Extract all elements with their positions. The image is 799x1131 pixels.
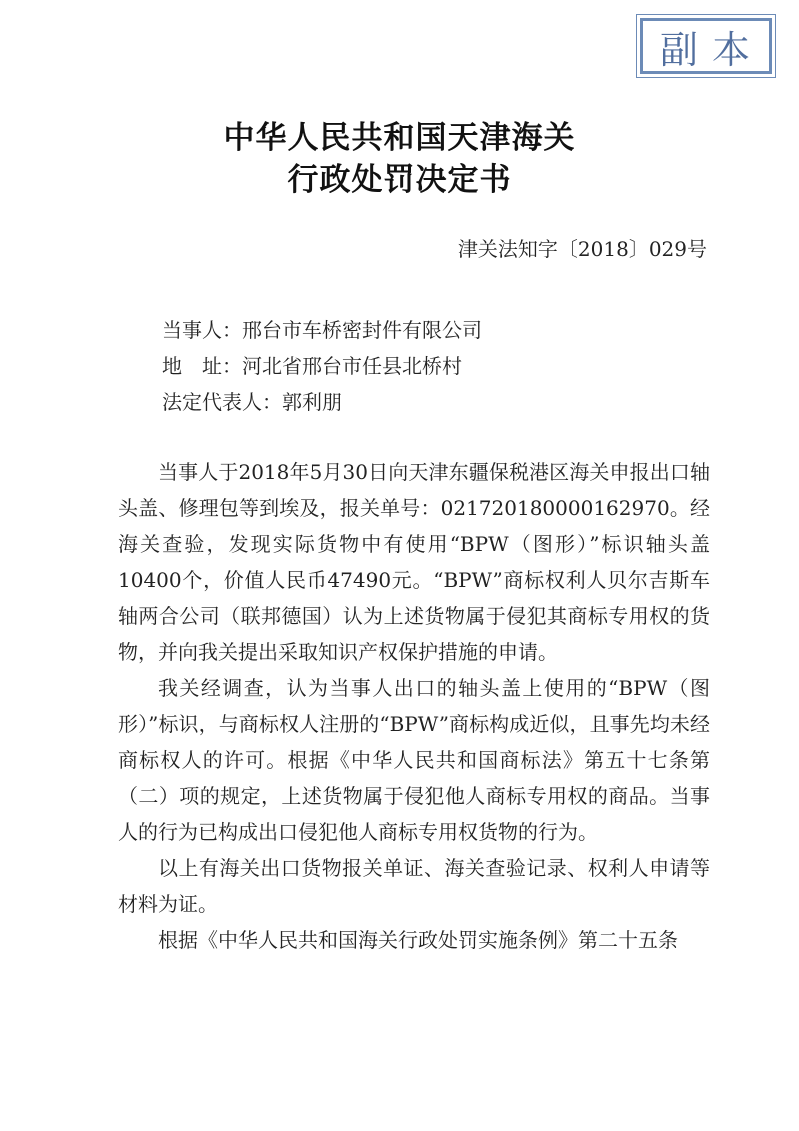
document-title-line1: 中华人民共和国天津海关 (223, 120, 576, 156)
document-number: 津关法知字〔2018〕029号 (457, 237, 707, 261)
document-body (118, 454, 710, 958)
copy-stamp: 副本 (640, 18, 772, 74)
party-row (162, 314, 482, 343)
address-label: 地 址： (162, 354, 242, 378)
address-value: 河北省邢台市任县北桥村 (242, 354, 462, 378)
representative-label: 法定代表人： (162, 390, 282, 414)
party-label: 当事人： (162, 318, 242, 342)
paragraph-investigation: 我关经调查，认为当事人出口的轴头盖上使用的“BPW（图形）”标识，与商标权人注册的“BPW”商标构成近似，且事先均未经商标权人的许可。根据《中华人民共和国商标法》第五十七条第（二）项的规定，上述货物属于侵犯他人商标专用权的商品。当事人的行为已构成出口侵犯他人商标专用权货物的行为。 (118, 676, 710, 844)
paragraph-evidence: 以上有海关出口货物报关单证、海关查验记录、权利人申请等材料为证。 (118, 856, 710, 916)
party-value: 邢台市车桥密封件有限公司 (242, 318, 482, 342)
representative-row (162, 386, 342, 415)
document-title-line2: 行政处罚决定书 (287, 162, 512, 198)
paragraph-facts: 当事人于2018年5月30日向天津东疆保税港区海关申报出口轴头盖、修理包等到埃及，报关单号：021720180000162970。经海关查验，发现实际货物中有使用“BPW（图形）”标识轴头盖10400个，价值人民币47490元。“BPW”商标权利人贝尔吉斯车轴两合公司（联邦德国）认为上述货物属于侵犯其商标专用权的货物，并向我关提出采取知识产权保护措施的申请。 (118, 460, 710, 664)
paragraph-legal-basis: 根据《中华人民共和国海关行政处罚实施条例》第二十五条 (158, 928, 678, 952)
address-row (162, 350, 462, 379)
representative-value: 郭利朋 (282, 390, 342, 414)
